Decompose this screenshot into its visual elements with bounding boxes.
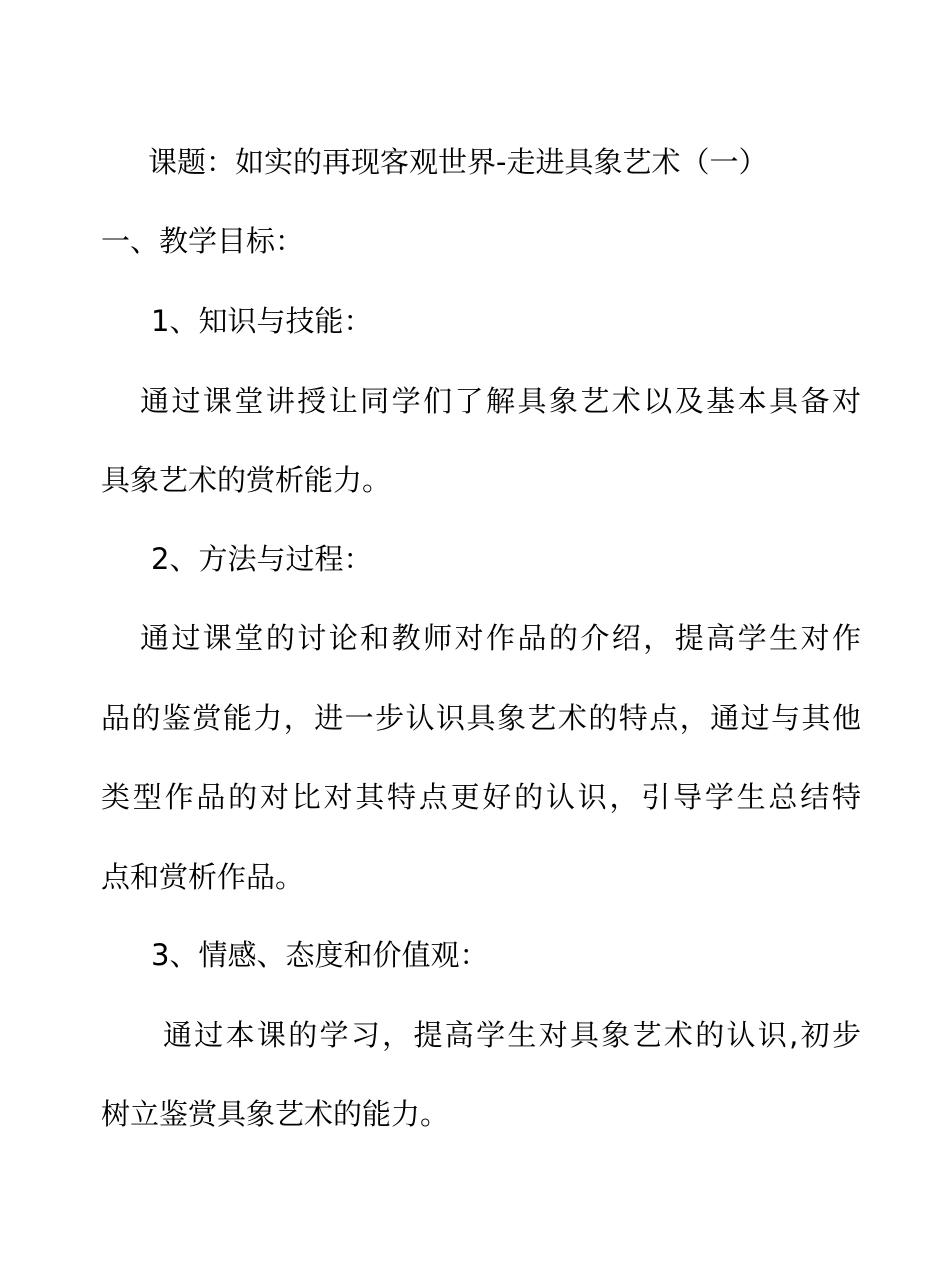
item-heading-knowledge: 1、知识与技能：: [151, 304, 373, 338]
paragraph-line: 通过本课的学习，提高学生对具象艺术的认识,初步: [163, 1018, 861, 1052]
paragraph-line: 品的鉴赏能力，进一步认识具象艺术的特点，通过与其他: [101, 701, 861, 735]
paragraph-line: 树立鉴赏具象艺术的能力。: [101, 1097, 450, 1131]
paragraph-line: 通过课堂的讨论和教师对作品的介绍，提高学生对作: [140, 621, 861, 655]
item-heading-method: 2、方法与过程：: [151, 542, 373, 576]
document-title: 课题：如实的再现客观世界-走进具象艺术（一）: [148, 145, 768, 179]
paragraph-line: 点和赏析作品。: [101, 860, 305, 894]
paragraph-line: 具象艺术的赏析能力。: [101, 463, 392, 497]
paragraph-line: 通过课堂讲授让同学们了解具象艺术以及基本具备对: [140, 384, 861, 418]
item-heading-values: 3、情感、态度和价值观：: [151, 938, 489, 972]
paragraph-line: 类型作品的对比对其特点更好的认识，引导学生总结特: [101, 780, 861, 814]
section-heading: 一、教学目标：: [101, 224, 305, 258]
